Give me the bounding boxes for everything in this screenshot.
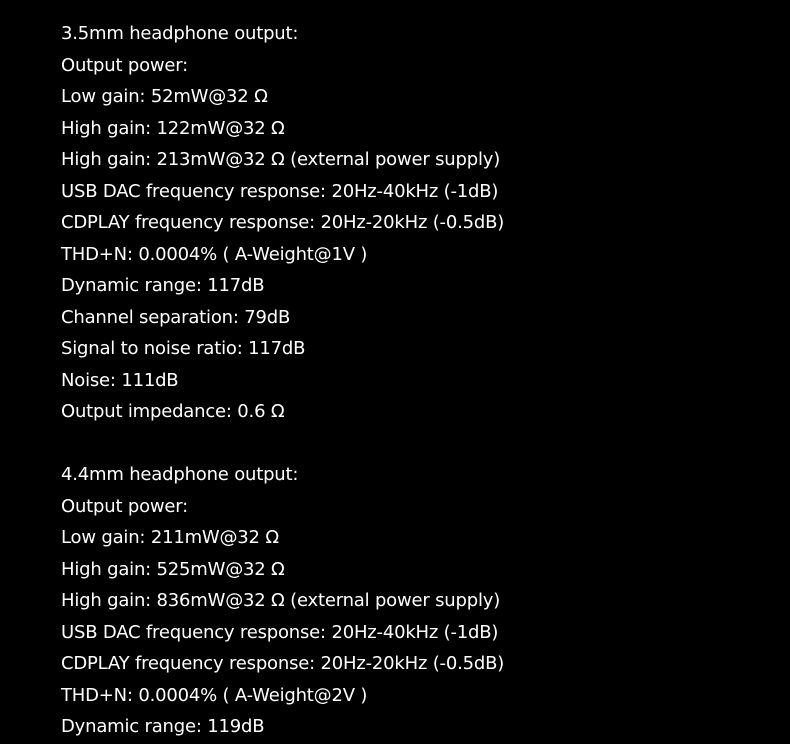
section-heading: 3.5mm headphone output: (61, 23, 299, 44)
spec-line: THD+N: 0.0004% ( A-Weight@1V ) (61, 243, 368, 265)
section-heading: 4.4mm headphone output: (61, 464, 299, 485)
spec-list (61, 18, 761, 743)
spec-line: Low gain: 211mW@32 Ω (61, 527, 279, 548)
spec-line: Channel separation: 79dB (61, 306, 291, 328)
spec-line: High gain: 122mW@32 Ω (61, 117, 285, 139)
spec-line: CDPLAY frequency response: 20Hz-20kHz (-0.5dB) (61, 212, 505, 233)
spec-line: Output power: (61, 54, 189, 76)
spec-line: High gain: 836mW@32 Ω (external power supply) (61, 590, 501, 611)
spec-line: Output power: (61, 495, 189, 517)
section-spacer (61, 428, 761, 460)
spec-line: CDPLAY frequency response: 20Hz-20kHz (-0.5dB) (61, 653, 505, 674)
spec-line: USB DAC frequency response: 20Hz-40kHz (-1dB) (61, 621, 499, 643)
section-3-5mm (61, 18, 761, 428)
spec-line: High gain: 213mW@32 Ω (external power supply) (61, 149, 501, 170)
spec-line: THD+N: 0.0004% ( A-Weight@2V ) (61, 684, 368, 706)
spec-line: High gain: 525mW@32 Ω (61, 558, 285, 580)
spec-line: USB DAC frequency response: 20Hz-40kHz (-1dB) (61, 180, 499, 202)
spec-line: Dynamic range: 119dB (61, 716, 265, 737)
spec-line: Signal to noise ratio: 117dB (61, 338, 306, 359)
section-4-4mm (61, 459, 761, 743)
spec-line: Dynamic range: 117dB (61, 275, 265, 296)
spec-line: Output impedance: 0.6 Ω (61, 401, 285, 422)
spec-line: Noise: 111dB (61, 369, 179, 391)
spec-line: Low gain: 52mW@32 Ω (61, 86, 268, 107)
